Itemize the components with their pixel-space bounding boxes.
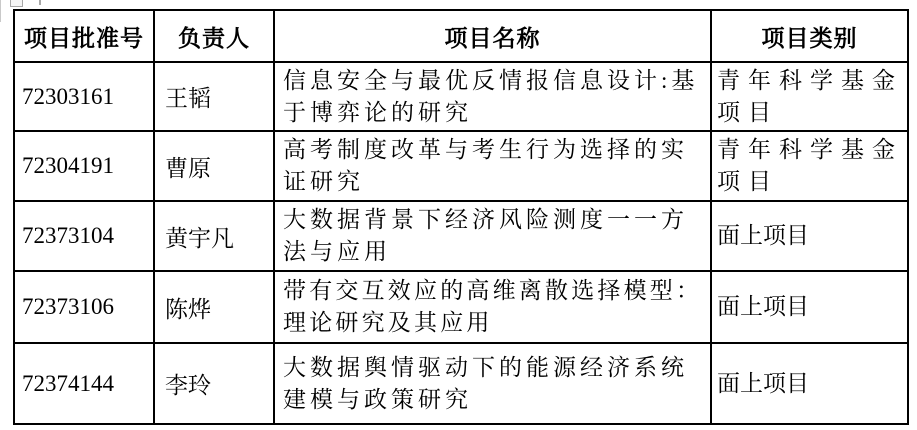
table-row [14,62,908,131]
cell-leader[interactable]: 黄宇凡 [154,201,274,271]
table-row [14,271,908,343]
cell-project-category[interactable]: 青年科学基金项目 [711,62,908,131]
cell-project-name[interactable]: 高考制度改革与考生行为选择的实证研究 [274,131,711,201]
header-leader[interactable]: 负责人 [154,10,274,62]
cell-project-name[interactable]: 大数据背景下经济风险测度一一方法与应用 [274,201,711,271]
cell-leader[interactable]: 陈烨 [154,271,274,343]
table-handle-fragment [10,0,23,7]
header-approval-number[interactable]: 项目批准号 [14,10,154,62]
cell-project-category[interactable]: 青年科学基金项目 [711,131,908,201]
cell-approval-number[interactable]: 72373106 [14,271,154,343]
projects-table [13,9,909,425]
cell-project-name[interactable]: 信息安全与最优反情报信息设计:基于博弈论的研究 [274,62,711,131]
cell-leader[interactable]: 王韬 [154,62,274,131]
cell-approval-number[interactable]: 72303161 [14,62,154,131]
cell-leader[interactable]: 曹原 [154,131,274,201]
cell-project-category[interactable]: 面上项目 [711,271,908,343]
table-header-row [14,10,908,62]
cell-project-category[interactable]: 面上项目 [711,343,908,424]
cell-project-category[interactable]: 面上项目 [711,201,908,271]
cell-project-name[interactable]: 带有交互效应的高维离散选择模型：理论研究及其应用 [274,271,711,343]
cropped-ui-artifact [0,0,1,22]
cell-leader[interactable]: 李玲 [154,343,274,424]
cell-approval-number[interactable]: 72374144 [14,343,154,424]
table-row [14,343,908,424]
cropped-ui-artifact [39,0,41,5]
cell-approval-number[interactable]: 72373104 [14,201,154,271]
header-project-name[interactable]: 项目名称 [274,10,711,62]
cell-approval-number[interactable]: 72304191 [14,131,154,201]
table-row [14,201,908,271]
header-project-category[interactable]: 项目类别 [711,10,908,62]
cell-project-name[interactable]: 大数据舆情驱动下的能源经济系统建模与政策研究 [274,343,711,424]
table-row [14,131,908,201]
